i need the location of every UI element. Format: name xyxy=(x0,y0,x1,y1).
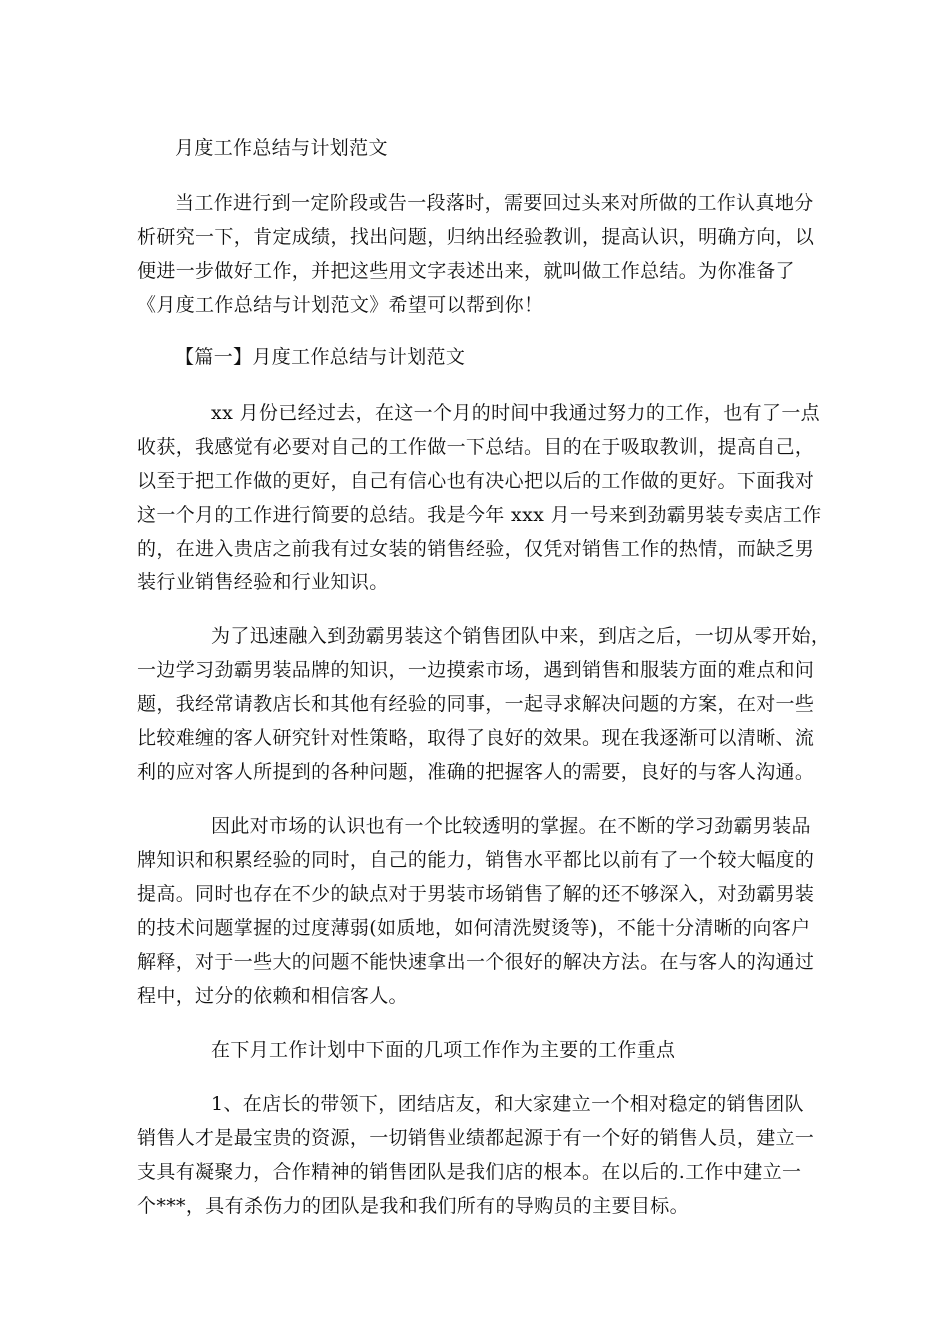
text-line: 装行业销售经验和行业知识。 xyxy=(137,571,389,593)
text-line: 以至于把工作做的更好，自己有信心也有决心把以后的工作做的更好。下面我对 xyxy=(137,470,815,492)
text-line: 个***，具有杀伤力的团队是我和我们所有的导购员的主要目标。 xyxy=(137,1195,690,1217)
text-line: 为了迅速融入到劲霸男装这个销售团队中来，到店之后，一切从零开始， xyxy=(211,625,831,647)
text-line: 的，在进入贵店之前我有过女装的销售经验，仅凭对销售工作的热情，而缺乏男 xyxy=(137,538,815,560)
text-line: 一边学习劲霸男装品牌的知识，一边摸索市场，遇到销售和服装方面的难点和问 xyxy=(137,659,815,681)
text-line: 解释，对于一些大的问题不能快速拿出一个很好的解决方法。在与客人的沟通过 xyxy=(137,951,815,973)
text-line: 的技术问题掌握的过度薄弱(如质地，如何清洗熨烫等)，不能十分清晰的向客户 xyxy=(137,917,811,939)
text-line: 题，我经常请教店长和其他有经验的同事，一起寻求解决问题的方案，在对一些 xyxy=(137,693,815,715)
text-line: 比较难缠的客人研究针对性策略，取得了良好的效果。现在我逐渐可以清晰、流 xyxy=(137,727,815,749)
text-line: 这一个月的工作进行简要的总结。我是今年 xxx 月一号来到劲霸男装专卖店工作 xyxy=(137,504,822,526)
text-line: 支具有凝聚力，合作精神的销售团队是我们店的根本。在以后的.工作中建立一 xyxy=(137,1161,802,1183)
text-line: 1、在店长的带领下，团结店友，和大家建立一个相对稳定的销售团队 xyxy=(211,1093,804,1115)
document-title: 月度工作总结与计划范文 xyxy=(175,137,388,159)
text-line: 销售人才是最宝贵的资源，一切销售业绩都起源于有一个好的销售人员，建立一 xyxy=(137,1127,815,1149)
text-line: 程中，过分的依赖和相信客人。 xyxy=(137,985,408,1007)
text-line: 当工作进行到一定阶段或告一段落时，需要回过头来对所做的工作认真地分 xyxy=(175,192,814,214)
text-line: 析研究一下，肯定成绩，找出问题，归纳出经验教训，提高认识，明确方向，以 xyxy=(137,226,815,248)
section-heading: 【篇一】月度工作总结与计划范文 xyxy=(175,346,466,368)
text-line: 利的应对客人所提到的各种问题，准确的把握客人的需要，良好的与客人沟通。 xyxy=(137,761,815,783)
text-line: 便进一步做好工作，并把这些用文字表述出来，就叫做工作总结。为你准备了 xyxy=(137,260,795,282)
text-line: xx 月份已经过去，在这一个月的时间中我通过努力的工作，也有了一点 xyxy=(211,402,821,424)
plan-heading: 在下月工作计划中下面的几项工作作为主要的工作重点 xyxy=(211,1039,676,1061)
text-line: 《月度工作总结与计划范文》希望可以帮到你！ xyxy=(137,294,544,316)
text-line: 因此对市场的认识也有一个比较透明的掌握。在不断的学习劲霸男装品 xyxy=(211,815,811,837)
text-line: 提高。同时也存在不少的缺点对于男装市场销售了解的还不够深入，对劲霸男装 xyxy=(137,883,815,905)
text-line: 牌知识和积累经验的同时，自己的能力，销售水平都比以前有了一个较大幅度的 xyxy=(137,849,815,871)
text-line: 收获，我感觉有必要对自己的工作做一下总结。目的在于吸取教训，提高自己， xyxy=(137,436,815,458)
